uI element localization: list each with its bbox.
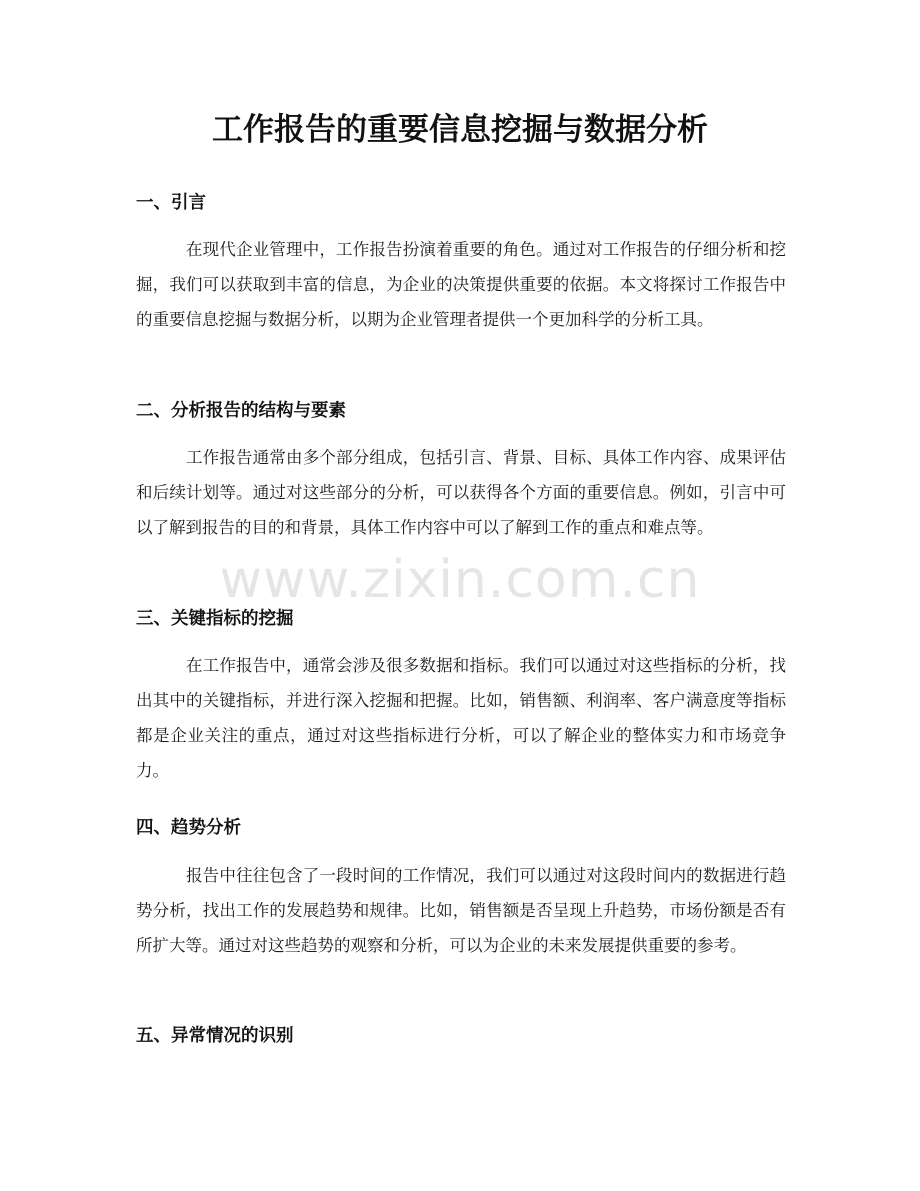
section-paragraph-introduction: 在现代企业管理中，工作报告扮演着重要的角色。通过对工作报告的仔细分析和挖掘，我们可以获取到丰富的信息，为企业的决策提供重要的依据。本文将探讨工作报告中的重要信息挖掘与数据分析，以期为企业管理者提供一个更加科学的分析工具。: [136, 240, 786, 329]
document-title: 工作报告的重要信息挖掘与数据分析: [212, 112, 708, 148]
section-paragraph-trend-analysis: 报告中往往包含了一段时间的工作情况，我们可以通过对这段时间内的数据进行趋势分析，找出工作的发展趋势和规律。比如，销售额是否呈现上升趋势，市场份额是否有所扩大等。通过对这些趋势的观察和分析，可以为企业的未来发展提供重要的参考。: [136, 866, 786, 955]
section-heading-introduction: 一、引言: [136, 193, 206, 213]
site-watermark: www.zixin.com.cn: [219, 550, 701, 610]
section-paragraph-report-structure: 工作报告通常由多个部分组成，包括引言、背景、目标、具体工作内容、成果评估和后续计划等。通过对这些部分的分析，可以获得各个方面的重要信息。例如，引言中可以了解到报告的目的和背景，具体工作内容中可以了解到工作的重点和难点等。: [136, 448, 786, 537]
section-paragraph-key-indicators: 在工作报告中，通常会涉及很多数据和指标。我们可以通过对这些指标的分析，找出其中的关键指标，并进行深入挖掘和把握。比如，销售额、利润率、客户满意度等指标都是企业关注的重点，通过对这些指标进行分析，可以了解企业的整体实力和市场竞争力。: [136, 656, 786, 780]
section-heading-report-structure: 二、分析报告的结构与要素: [136, 401, 346, 421]
section-heading-key-indicators: 三、关键指标的挖掘: [136, 609, 294, 629]
section-heading-trend-analysis: 四、趋势分析: [136, 818, 241, 838]
section-heading-anomaly-detection: 五、异常情况的识别: [136, 1026, 294, 1046]
